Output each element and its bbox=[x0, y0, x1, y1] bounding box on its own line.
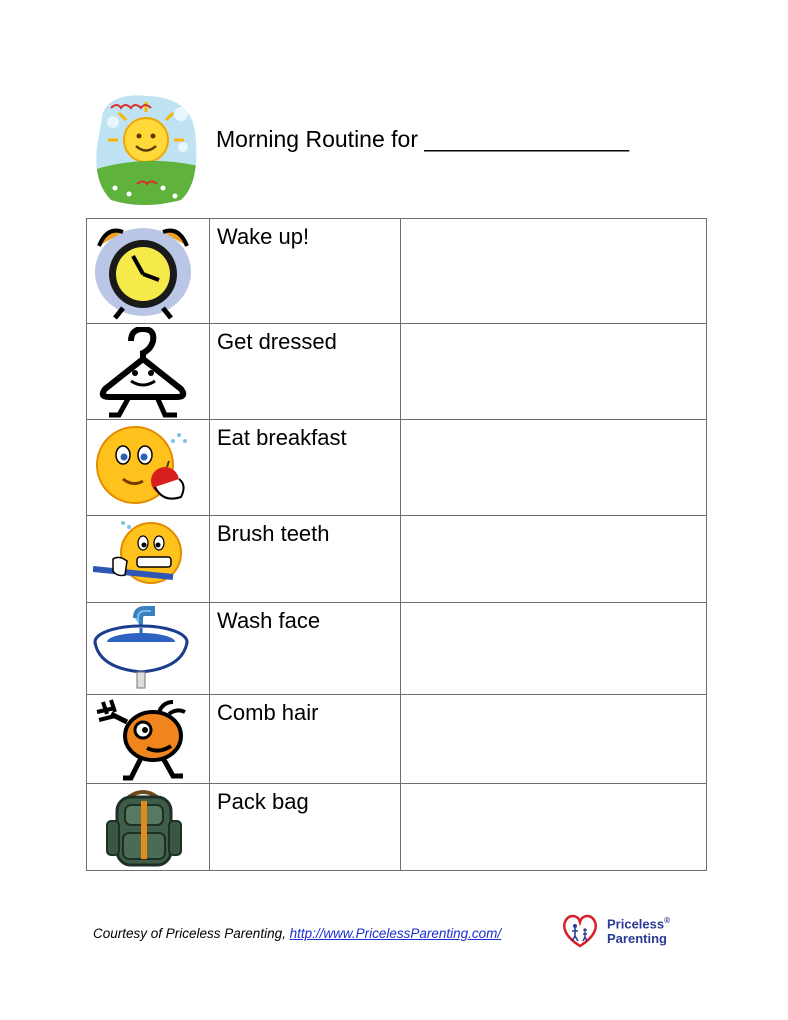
table-row bbox=[87, 784, 707, 871]
table-row bbox=[87, 420, 707, 516]
brand-line-1: Priceless bbox=[607, 916, 665, 932]
eating-smiley-icon bbox=[93, 423, 193, 507]
registered-mark: ® bbox=[664, 916, 671, 925]
footer-link[interactable]: http://www.PricelessParenting.com/ bbox=[289, 926, 502, 941]
toothbrush-smiley-icon bbox=[93, 519, 193, 597]
brand-name bbox=[607, 913, 670, 946]
comb-character-icon bbox=[93, 698, 193, 784]
brand-line-2: Parenting bbox=[607, 931, 667, 947]
icon-cell bbox=[87, 695, 210, 784]
task-label: Pack bag bbox=[217, 789, 309, 814]
table-row bbox=[87, 603, 707, 695]
checkbox-area[interactable] bbox=[401, 516, 707, 603]
backpack-icon bbox=[93, 787, 193, 871]
alarm-clock-icon bbox=[93, 222, 193, 320]
task-label-cell bbox=[210, 324, 401, 420]
happy-day-sun-logo bbox=[93, 92, 199, 206]
task-label-cell bbox=[210, 420, 401, 516]
task-label-cell bbox=[210, 219, 401, 324]
task-label-cell bbox=[210, 603, 401, 695]
footer-credit bbox=[93, 926, 501, 941]
task-label: Comb hair bbox=[217, 700, 319, 725]
checkbox-area[interactable] bbox=[401, 324, 707, 420]
checkbox-area[interactable] bbox=[401, 420, 707, 516]
page-title: Morning Routine for ________________ bbox=[216, 126, 630, 152]
routine-table bbox=[86, 218, 707, 871]
task-label-cell bbox=[210, 516, 401, 603]
checkbox-area[interactable] bbox=[401, 219, 707, 324]
icon-cell bbox=[87, 219, 210, 324]
checkbox-area[interactable] bbox=[401, 784, 707, 871]
sink-icon bbox=[93, 606, 193, 694]
footer-courtesy-text: Courtesy of Priceless Parenting, bbox=[93, 926, 290, 941]
table-row bbox=[87, 324, 707, 420]
task-label: Brush teeth bbox=[217, 521, 330, 546]
icon-cell bbox=[87, 784, 210, 871]
table-row bbox=[87, 695, 707, 784]
task-label-cell bbox=[210, 695, 401, 784]
hanger-icon bbox=[93, 327, 193, 419]
checkbox-area[interactable] bbox=[401, 695, 707, 784]
icon-cell bbox=[87, 603, 210, 695]
task-label: Wake up! bbox=[217, 224, 310, 249]
icon-cell bbox=[87, 324, 210, 420]
icon-cell bbox=[87, 516, 210, 603]
checkbox-area[interactable] bbox=[401, 603, 707, 695]
task-label: Wash face bbox=[217, 608, 321, 633]
task-label: Eat breakfast bbox=[217, 425, 347, 450]
table-row bbox=[87, 516, 707, 603]
task-label: Get dressed bbox=[217, 329, 337, 354]
icon-cell bbox=[87, 420, 210, 516]
table-row bbox=[87, 219, 707, 324]
task-label-cell bbox=[210, 784, 401, 871]
